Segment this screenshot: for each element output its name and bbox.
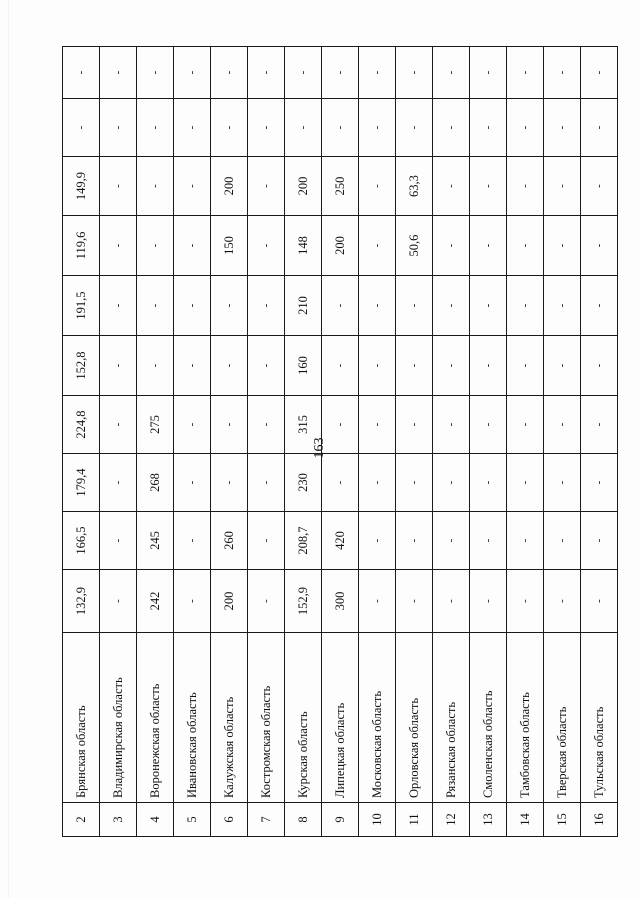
value-cell: - (396, 454, 433, 512)
value-cell: 63,3 (396, 157, 433, 216)
value-cell: - (433, 336, 470, 396)
value-cell: - (359, 276, 396, 336)
value-cell: - (581, 157, 618, 216)
value-cell: - (137, 157, 174, 216)
value-cell: - (211, 99, 248, 157)
row-number-cell: 2 (63, 803, 100, 837)
table-row (544, 47, 581, 837)
value-cell: - (433, 47, 470, 99)
value-cell: - (248, 454, 285, 512)
value-cell: - (544, 396, 581, 454)
row-number-cell: 11 (396, 803, 433, 837)
value-cell: - (322, 99, 359, 157)
value-cell: - (211, 336, 248, 396)
value-cell: 250 (322, 157, 359, 216)
value-cell: - (100, 512, 137, 570)
value-cell: 200 (211, 157, 248, 216)
value-cell: - (137, 276, 174, 336)
value-cell: - (581, 570, 618, 633)
value-cell: - (544, 276, 581, 336)
value-cell: 300 (322, 570, 359, 633)
value-cell: - (248, 216, 285, 276)
region-name-cell: Ивановская область (174, 633, 211, 803)
value-cell: - (544, 99, 581, 157)
region-name-cell: Воронежская область (137, 633, 174, 803)
value-cell: - (174, 570, 211, 633)
rotated-table-wrapper (62, 47, 606, 837)
value-cell: - (544, 216, 581, 276)
row-number-cell: 9 (322, 803, 359, 837)
value-cell: 210 (285, 276, 322, 336)
value-cell: - (507, 157, 544, 216)
value-cell: - (174, 99, 211, 157)
value-cell: 242 (137, 570, 174, 633)
value-cell: - (211, 396, 248, 454)
value-cell: - (174, 454, 211, 512)
value-cell: - (322, 336, 359, 396)
value-cell: - (285, 47, 322, 99)
value-cell: 260 (211, 512, 248, 570)
table-row (137, 47, 174, 837)
value-cell: - (544, 47, 581, 99)
value-cell: - (470, 157, 507, 216)
region-name-cell: Владимирская область (100, 633, 137, 803)
value-cell: 268 (137, 454, 174, 512)
value-cell: - (174, 336, 211, 396)
row-number-cell: 4 (137, 803, 174, 837)
value-cell: - (248, 396, 285, 454)
row-number-cell: 10 (359, 803, 396, 837)
value-cell: - (581, 336, 618, 396)
value-cell: - (322, 396, 359, 454)
region-name-cell: Брянская область (63, 633, 100, 803)
value-cell: - (433, 216, 470, 276)
table-row (433, 47, 470, 837)
value-cell: - (137, 47, 174, 99)
value-cell: - (433, 570, 470, 633)
value-cell: - (137, 216, 174, 276)
region-name-cell: Липецкая область (322, 633, 359, 803)
row-number-cell: 5 (174, 803, 211, 837)
value-cell: - (248, 570, 285, 633)
value-cell: - (581, 512, 618, 570)
value-cell: 148 (285, 216, 322, 276)
value-cell: - (396, 396, 433, 454)
value-cell: - (174, 47, 211, 99)
table-body (63, 47, 618, 837)
table-row (581, 47, 618, 837)
value-cell: - (470, 336, 507, 396)
value-cell: - (470, 454, 507, 512)
region-name-cell: Тульская область (581, 633, 618, 803)
table-row (322, 47, 359, 837)
value-cell: - (174, 512, 211, 570)
value-cell: 245 (137, 512, 174, 570)
value-cell: - (581, 216, 618, 276)
value-cell: - (544, 157, 581, 216)
value-cell: 200 (211, 570, 248, 633)
row-number-cell: 16 (581, 803, 618, 837)
value-cell: - (248, 512, 285, 570)
region-name-cell: Смоленская область (470, 633, 507, 803)
value-cell: - (100, 396, 137, 454)
row-number-cell: 13 (470, 803, 507, 837)
value-cell: - (581, 396, 618, 454)
value-cell: - (174, 157, 211, 216)
value-cell: - (544, 570, 581, 633)
value-cell: 179,4 (63, 454, 100, 512)
value-cell: - (581, 454, 618, 512)
value-cell: 315 (285, 396, 322, 454)
value-cell: - (359, 47, 396, 99)
region-name-cell: Орловская область (396, 633, 433, 803)
value-cell: - (433, 512, 470, 570)
value-cell: - (581, 276, 618, 336)
value-cell: - (396, 99, 433, 157)
value-cell: - (507, 454, 544, 512)
value-cell: - (544, 512, 581, 570)
value-cell: - (433, 157, 470, 216)
value-cell: 200 (322, 216, 359, 276)
table-row (507, 47, 544, 837)
value-cell: - (322, 454, 359, 512)
value-cell: - (211, 47, 248, 99)
region-name-cell: Костромская область (248, 633, 285, 803)
value-cell: - (248, 47, 285, 99)
value-cell: - (507, 47, 544, 99)
value-cell: 119,6 (63, 216, 100, 276)
table-row (359, 47, 396, 837)
value-cell: - (470, 47, 507, 99)
value-cell: - (137, 336, 174, 396)
table-row (248, 47, 285, 837)
value-cell: 208,7 (285, 512, 322, 570)
value-cell: - (359, 454, 396, 512)
value-cell: 166,5 (63, 512, 100, 570)
value-cell: - (507, 512, 544, 570)
value-cell: - (248, 336, 285, 396)
region-name-cell: Калужская область (211, 633, 248, 803)
value-cell: - (174, 276, 211, 336)
value-cell: 420 (322, 512, 359, 570)
region-name-cell: Тверская область (544, 633, 581, 803)
value-cell: - (433, 276, 470, 336)
value-cell: - (470, 276, 507, 336)
value-cell: - (433, 396, 470, 454)
scan-artifact (8, 0, 9, 898)
value-cell: - (470, 396, 507, 454)
table-row (470, 47, 507, 837)
value-cell: - (100, 47, 137, 99)
value-cell: - (63, 99, 100, 157)
value-cell: - (248, 276, 285, 336)
value-cell: - (507, 276, 544, 336)
value-cell: - (396, 512, 433, 570)
value-cell: - (100, 157, 137, 216)
value-cell: - (544, 454, 581, 512)
value-cell: - (100, 216, 137, 276)
value-cell: - (359, 512, 396, 570)
value-cell: - (174, 396, 211, 454)
value-cell: - (507, 99, 544, 157)
value-cell: - (100, 454, 137, 512)
row-number-cell: 6 (211, 803, 248, 837)
value-cell: - (581, 99, 618, 157)
table-row (285, 47, 322, 837)
value-cell: - (359, 396, 396, 454)
value-cell: 230 (285, 454, 322, 512)
value-cell: - (248, 99, 285, 157)
value-cell: - (100, 276, 137, 336)
table-row (63, 47, 100, 837)
table-row (100, 47, 137, 837)
value-cell: - (322, 276, 359, 336)
value-cell: - (396, 276, 433, 336)
value-cell: - (211, 454, 248, 512)
value-cell: - (359, 336, 396, 396)
value-cell: - (470, 512, 507, 570)
value-cell: - (248, 157, 285, 216)
region-name-cell: Московская область (359, 633, 396, 803)
value-cell: - (470, 99, 507, 157)
table-row (396, 47, 433, 837)
value-cell: 50,6 (396, 216, 433, 276)
row-number-cell: 7 (248, 803, 285, 837)
value-cell: 224,8 (63, 396, 100, 454)
value-cell: - (100, 570, 137, 633)
value-cell: - (100, 336, 137, 396)
region-name-cell: Курская область (285, 633, 322, 803)
value-cell: - (507, 216, 544, 276)
table-row (211, 47, 248, 837)
value-cell: 152,8 (63, 336, 100, 396)
value-cell: - (470, 216, 507, 276)
data-table (62, 46, 618, 837)
value-cell: - (507, 570, 544, 633)
value-cell: 200 (285, 157, 322, 216)
value-cell: - (396, 336, 433, 396)
value-cell: 150 (211, 216, 248, 276)
value-cell: - (322, 47, 359, 99)
row-number-cell: 14 (507, 803, 544, 837)
value-cell: - (100, 99, 137, 157)
value-cell: 191,5 (63, 276, 100, 336)
value-cell: - (507, 336, 544, 396)
value-cell: 160 (285, 336, 322, 396)
value-cell: - (359, 570, 396, 633)
table-row (174, 47, 211, 837)
value-cell: - (63, 47, 100, 99)
value-cell: - (137, 99, 174, 157)
region-name-cell: Тамбовская область (507, 633, 544, 803)
value-cell: 275 (137, 396, 174, 454)
page-number: 163 (312, 437, 327, 459)
row-number-cell: 8 (285, 803, 322, 837)
row-number-cell: 12 (433, 803, 470, 837)
value-cell: - (433, 99, 470, 157)
value-cell: - (396, 47, 433, 99)
value-cell: - (581, 47, 618, 99)
value-cell: - (211, 276, 248, 336)
value-cell: - (359, 216, 396, 276)
value-cell: 132,9 (63, 570, 100, 633)
value-cell: - (507, 396, 544, 454)
value-cell: 149,9 (63, 157, 100, 216)
value-cell: - (433, 454, 470, 512)
value-cell: - (359, 99, 396, 157)
row-number-cell: 3 (100, 803, 137, 837)
value-cell: 152,9 (285, 570, 322, 633)
value-cell: - (544, 336, 581, 396)
value-cell: - (359, 157, 396, 216)
value-cell: - (174, 216, 211, 276)
value-cell: - (396, 570, 433, 633)
value-cell: - (470, 570, 507, 633)
value-cell: - (285, 99, 322, 157)
region-name-cell: Рязанская область (433, 633, 470, 803)
row-number-cell: 15 (544, 803, 581, 837)
